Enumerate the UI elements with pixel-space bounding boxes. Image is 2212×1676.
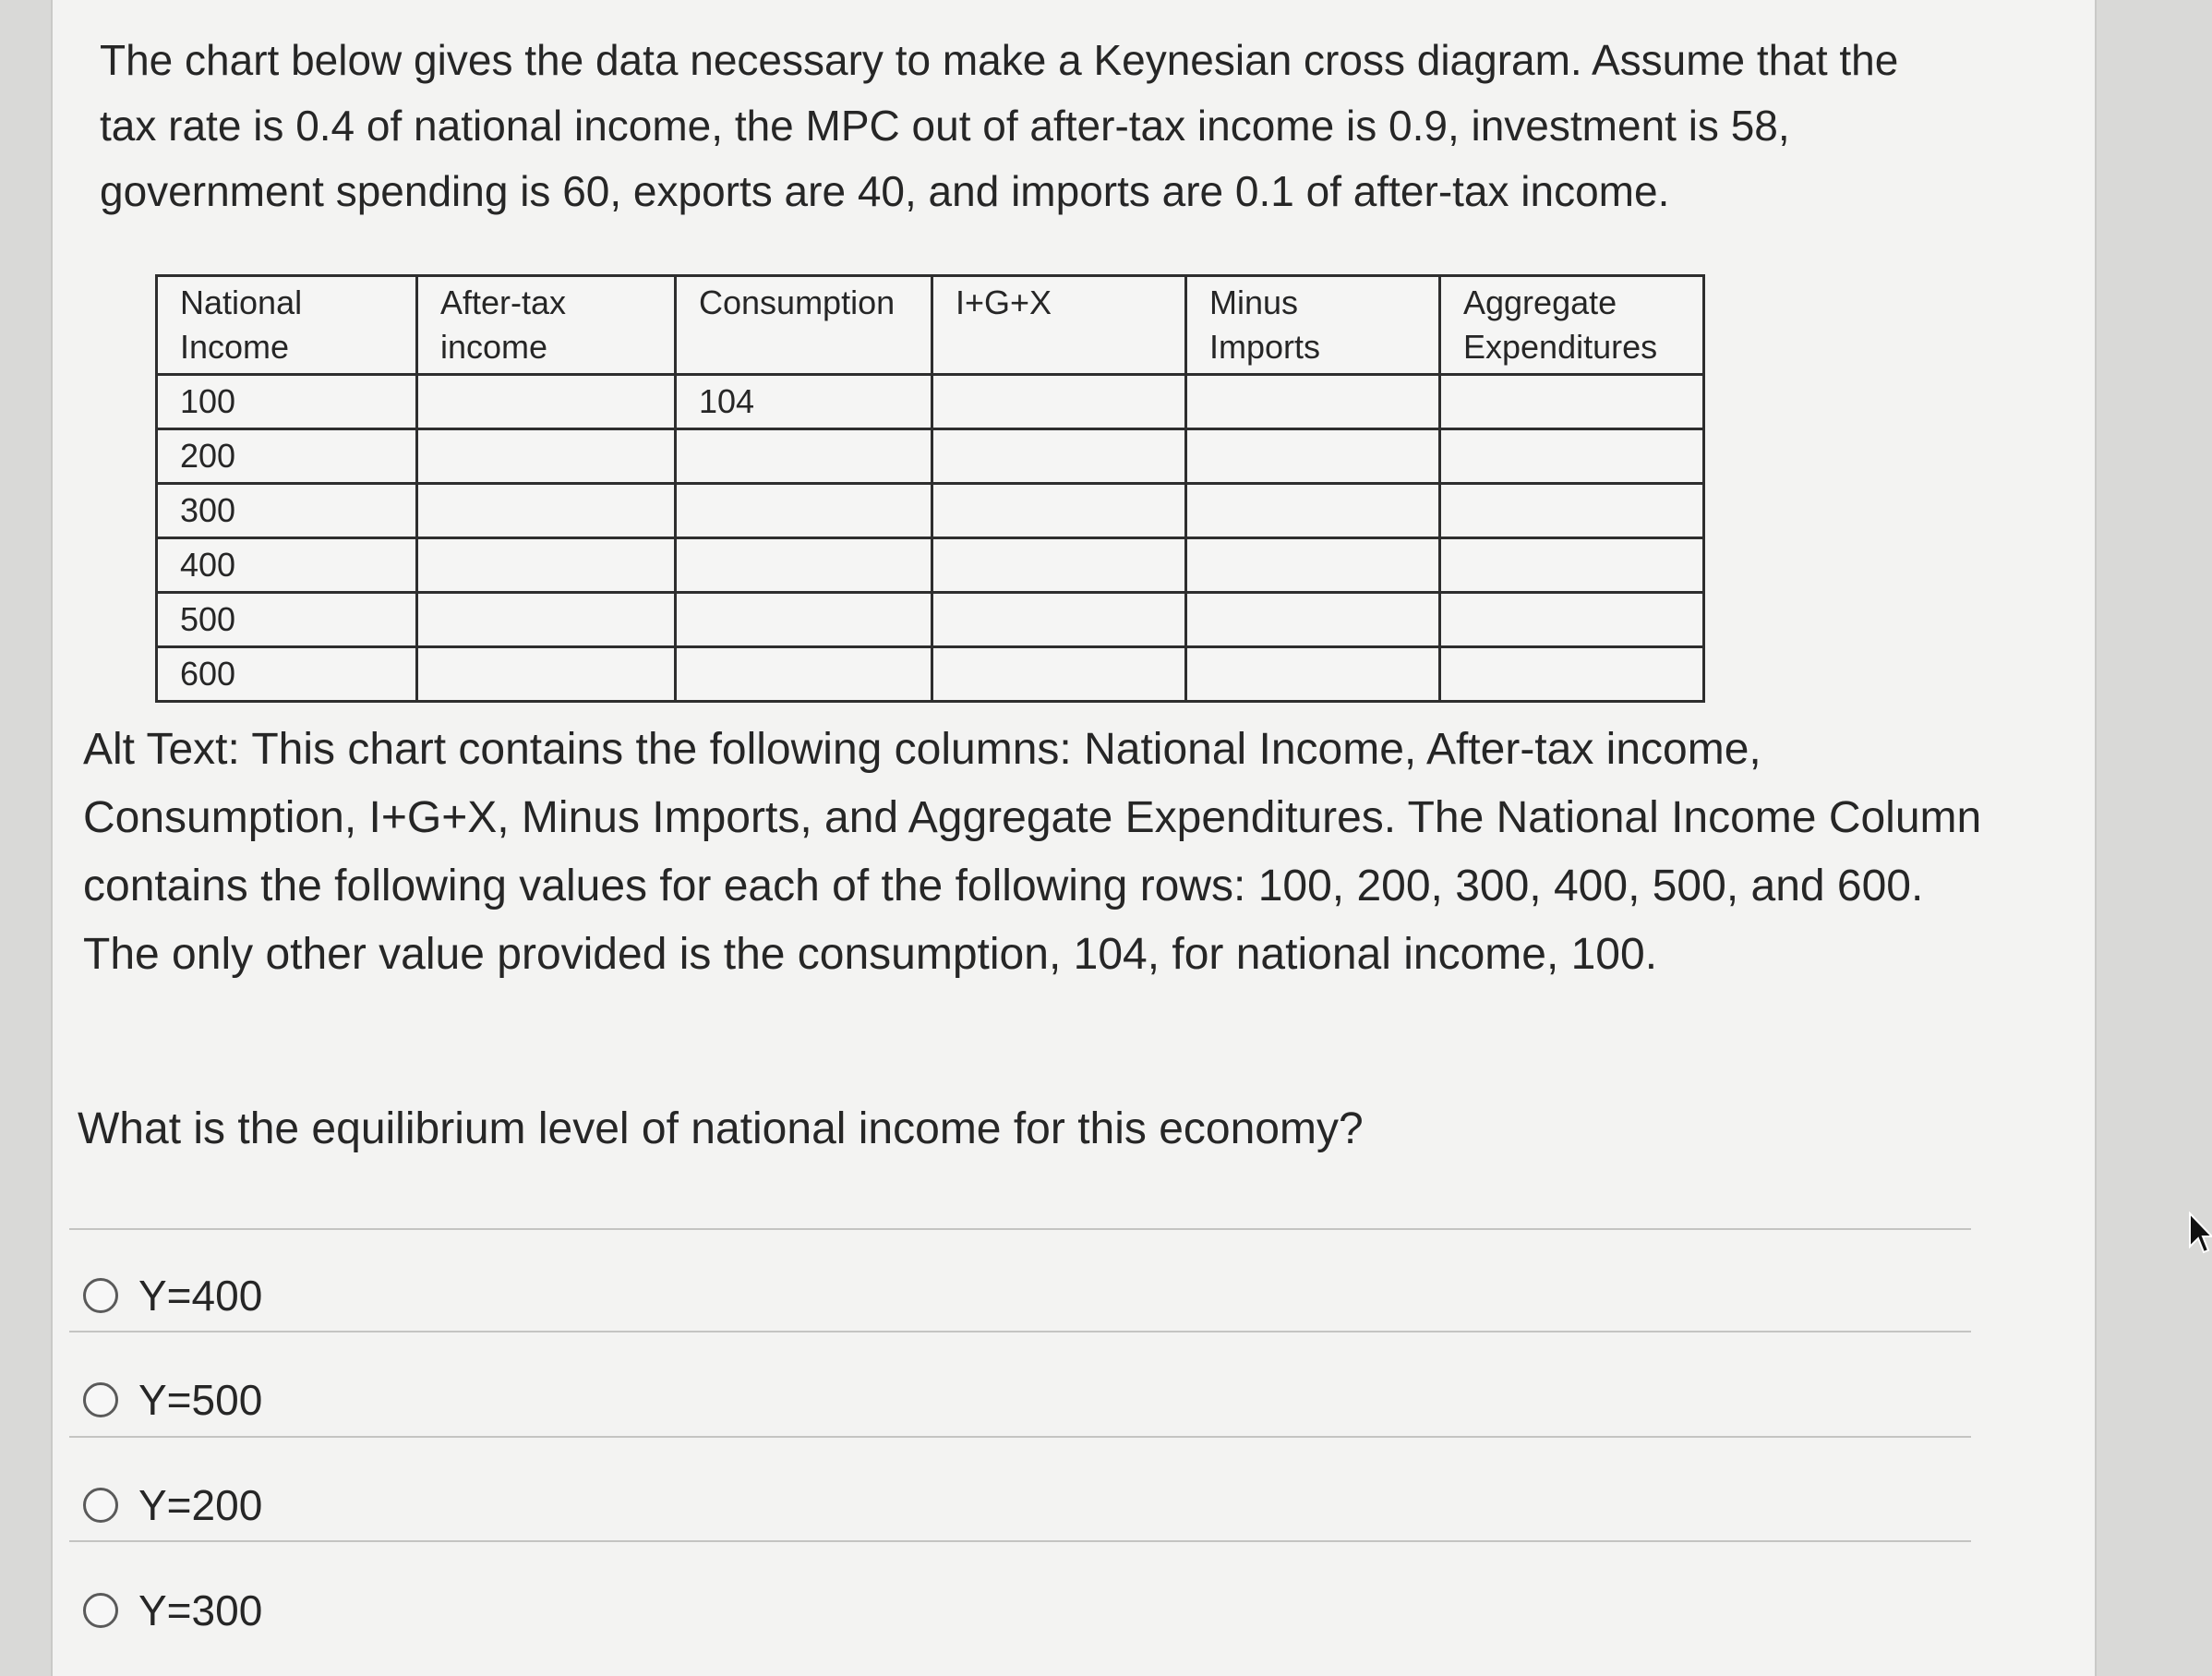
radio-button-icon[interactable] [83, 1382, 118, 1417]
table-cell [932, 429, 1186, 484]
table-cell [1186, 484, 1440, 538]
radio-button-icon[interactable] [83, 1593, 118, 1628]
table-cell [1186, 538, 1440, 593]
question-intro-text: The chart below gives the data necessary to make a Keynesian cross diagram. Assume that the tax rate is 0.4 of national income, the MPC out of after-tax income is 0.9, investment is 58, government spending is 60, exports are 40, and imports are 0.1 of after-tax income. [100, 36, 1899, 215]
table-cell [1186, 593, 1440, 647]
divider [69, 1331, 1971, 1332]
table-cell [932, 375, 1186, 429]
table-cell [676, 647, 932, 702]
radio-button-icon[interactable] [83, 1488, 118, 1523]
table-cell [932, 593, 1186, 647]
table-cell [676, 484, 932, 538]
divider [69, 1228, 1971, 1230]
answer-option-label: Y=300 [138, 1586, 263, 1634]
table-cell [1440, 647, 1704, 702]
table-cell [1186, 429, 1440, 484]
table-row [157, 484, 1704, 538]
answer-option-y-300[interactable] [83, 1583, 262, 1638]
column-header-consumption: Consumption [676, 276, 932, 375]
table-cell [676, 593, 932, 647]
divider [69, 1436, 1971, 1438]
table-row [157, 593, 1704, 647]
table-cell [932, 538, 1186, 593]
table-alt-text: Alt Text: This chart contains the following columns: National Income, After-tax income, Consumption, I+G+X, Minus Imports, and Aggregate Expenditures. The National Income Column contains the following values for each of the following rows: 100, 200, 300, 400, 500, and 600. The only other value provided is the consumption, 104, for national income, 100. [83, 725, 1982, 979]
table-cell [417, 484, 676, 538]
table-cell [417, 647, 676, 702]
table-cell: 100 [157, 375, 417, 429]
table-cell: 104 [676, 375, 932, 429]
table-cell [676, 429, 932, 484]
column-header-igx: I+G+X [932, 276, 1186, 375]
table-cell [417, 538, 676, 593]
table-cell [932, 484, 1186, 538]
table-cell: 200 [157, 429, 417, 484]
divider [69, 1540, 1971, 1542]
answer-option-label: Y=500 [138, 1376, 263, 1424]
table-row [157, 375, 1704, 429]
radio-button-icon[interactable] [83, 1278, 118, 1313]
table-cell [417, 375, 676, 429]
column-header-minus-imports: Minus Imports [1186, 276, 1440, 375]
table-cell [1440, 484, 1704, 538]
table-header-row [157, 276, 1704, 375]
table-cell [1186, 375, 1440, 429]
keynesian-data-table [155, 274, 1705, 703]
table-cell [932, 647, 1186, 702]
table-cell [1440, 375, 1704, 429]
table-row [157, 429, 1704, 484]
table-cell [1440, 429, 1704, 484]
table-cell [676, 538, 932, 593]
column-header-national-income: National Income [157, 276, 417, 375]
answer-option-label: Y=400 [138, 1272, 263, 1320]
table-cell: 500 [157, 593, 417, 647]
table-cell [1440, 538, 1704, 593]
question-prompt: What is the equilibrium level of national income for this economy? [78, 1104, 1364, 1153]
column-header-aggregate-expenditures: Aggregate Expenditures [1440, 276, 1704, 375]
table-row [157, 647, 1704, 702]
table-cell [417, 429, 676, 484]
mouse-pointer-icon [2188, 1212, 2212, 1254]
answer-option-y-400[interactable] [83, 1268, 262, 1323]
table-cell: 600 [157, 647, 417, 702]
table-cell [417, 593, 676, 647]
answer-option-y-200[interactable] [83, 1477, 262, 1533]
table-cell: 300 [157, 484, 417, 538]
column-header-after-tax-income: After-tax income [417, 276, 676, 375]
table-cell [1186, 647, 1440, 702]
answer-option-y-500[interactable] [83, 1372, 262, 1428]
answer-option-label: Y=200 [138, 1481, 263, 1529]
table-cell: 400 [157, 538, 417, 593]
table-row [157, 538, 1704, 593]
table-cell [1440, 593, 1704, 647]
